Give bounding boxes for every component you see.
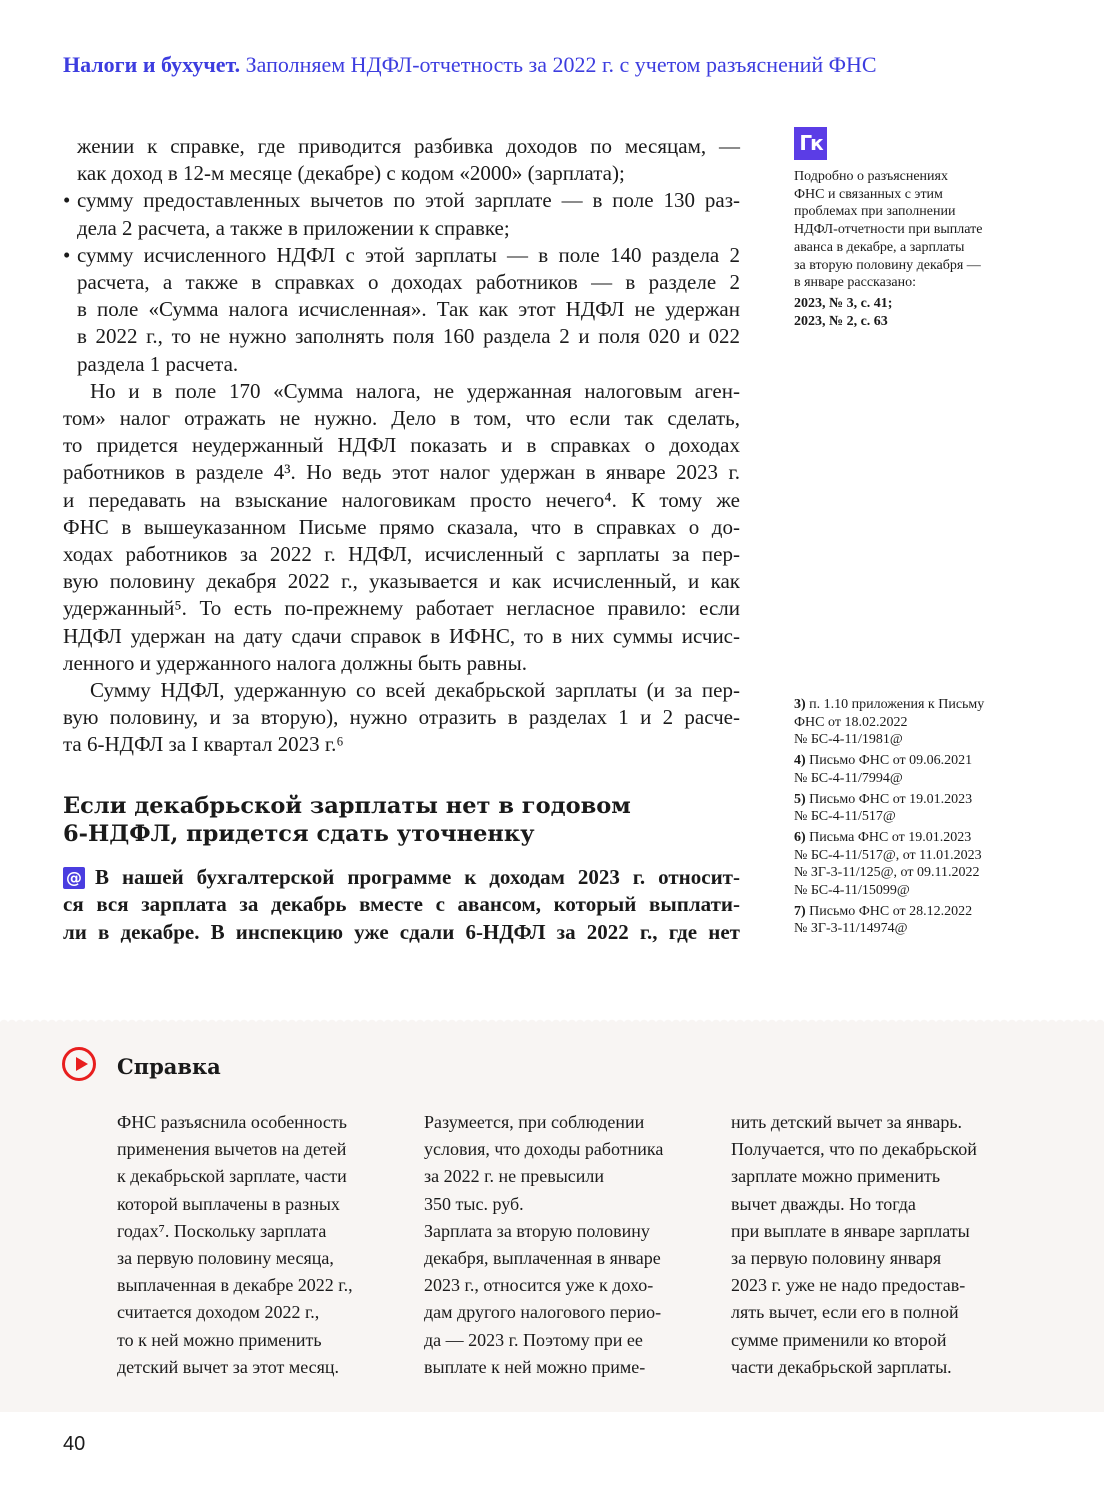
sidebar-line: НДФЛ-отчетности при выплате <box>794 222 983 238</box>
text-line: раздела 1 расчета. <box>77 351 239 376</box>
panel-line: лять вычет, если его в полной <box>731 1302 959 1323</box>
footnote <box>794 696 1024 749</box>
article-title: Заполняем НДФЛ-отчетность за 2022 г. с учетом разъяснений ФНС <box>245 52 877 77</box>
panel-column <box>117 1109 392 1381</box>
footnote <box>794 752 1024 787</box>
footnote-text: № БС-4-11/1981@ <box>794 732 903 748</box>
sidebar-note <box>794 168 1024 330</box>
text-line: в поле «Сумма налога исчисленная». Так как этот НДФЛ не удержан <box>77 297 740 322</box>
panel-line: зарплате можно применить <box>731 1166 941 1187</box>
text-line: та 6-НДФЛ за I квартал 2023 г.⁶ <box>63 732 344 757</box>
play-icon <box>62 1047 96 1081</box>
page-number: 40 <box>63 1433 86 1455</box>
footnote-line <box>794 714 1024 732</box>
footnote-number: 7) <box>794 903 806 919</box>
panel-line: считается доходом 2022 г., <box>117 1302 320 1323</box>
footnote-line <box>794 791 1024 809</box>
sidebar-line: проблемах при заполнении <box>794 204 956 220</box>
text-line: удержанный⁵. То есть по-прежнему работает негласное правило: если <box>63 596 740 621</box>
at-icon: @ <box>63 867 85 889</box>
footnote-text: Письма ФНС от 19.01.2023 <box>809 829 972 845</box>
footnote-line <box>794 864 1024 882</box>
panel-line: вычет дважды. Но тогда <box>731 1193 916 1214</box>
panel-line: к декабрьской зарплате, части <box>117 1166 347 1187</box>
panel-line: применения вычетов на детей <box>117 1139 347 1160</box>
text-line: вую половину, и за вторую), нужно отразить в разделах 1 и 2 расче- <box>63 705 740 730</box>
section-heading <box>63 792 743 848</box>
text-line: вую половину декабря 2022 г., указывается и как исчисленный, и как <box>63 569 740 594</box>
text-line: и передавать на взыскание налоговикам просто нечего⁴. К тому же <box>63 487 740 512</box>
panel-column <box>424 1109 699 1381</box>
paragraph <box>63 677 740 759</box>
footnote-text: № ЗГ-3-11/125@, от 09.11.2022 <box>794 865 980 881</box>
panel-title: Справка <box>117 1054 221 1079</box>
panel-line: то к ней можно применить <box>117 1329 322 1350</box>
footnote-line <box>794 920 1024 938</box>
panel-line: части декабрьской зарплаты. <box>731 1356 952 1377</box>
panel-line: сумме применили ко второй <box>731 1329 947 1350</box>
panel-line: детский вычет за этот месяц. <box>117 1356 340 1377</box>
panel-line: Получается, что по декабрьской <box>731 1139 977 1160</box>
footnote-number: 5) <box>794 791 806 807</box>
footnote-text: № БС-4-11/517@, от 11.01.2023 <box>794 847 982 863</box>
question-line: В нашей бухгалтерской программе к доходам 2023 г. относит- <box>95 865 740 889</box>
text-line: Сумму НДФЛ, удержанную со всей декабрьской зарплаты (и за пер- <box>90 678 740 703</box>
text-line: расчета, а также в справках о доходах работников — в разделе 2 <box>77 270 740 295</box>
panel-line: дам другого налогового перио- <box>424 1302 662 1323</box>
footnote-line <box>794 752 1024 770</box>
text-line: жении к справке, где приводится разбивка доходов по месяцам, — <box>77 134 740 158</box>
issue-reference: 2023, № 2, с. 63 <box>794 313 888 329</box>
footnote <box>794 791 1024 826</box>
panel-line: при выплате в январе зарплаты <box>731 1220 970 1241</box>
text-line: работников в разделе 4³. Но ведь этот налог удержан в январе 2023 г. <box>63 460 740 485</box>
panel-column <box>731 1109 1006 1381</box>
footnote <box>794 829 1024 900</box>
panel-line: за первую половину января <box>731 1248 942 1269</box>
footnote-text: Письмо ФНС от 09.06.2021 <box>809 753 973 769</box>
panel-line: да — 2023 г. Поэтому при ее <box>424 1329 643 1350</box>
heading-line: 6-НДФЛ, придется сдать уточненку <box>63 821 535 847</box>
sidebar-line: аванса в декабре, а зарплаты <box>794 239 965 255</box>
footnote-line <box>794 847 1024 865</box>
panel-line: которой выплачены в разных <box>117 1193 340 1214</box>
panel-line: за первую половину месяца, <box>117 1248 334 1269</box>
footnote-text: ФНС от 18.02.2022 <box>794 714 908 730</box>
heading-line: Если декабрьской зарплаты нет в годовом <box>63 793 631 819</box>
footnote-line <box>794 731 1024 749</box>
footnote-text: п. 1.10 приложения к Письму <box>809 697 985 712</box>
footnote-number: 6) <box>794 829 806 845</box>
issue-references <box>794 295 1024 330</box>
sidebar-line: ФНС и связанных с этим <box>794 186 943 202</box>
paragraph <box>63 133 740 187</box>
footnote-number: 4) <box>794 753 806 769</box>
running-header <box>63 52 877 78</box>
footnote-line <box>794 829 1024 847</box>
text-line: в 2022 г., то не нужно заполнять поля 160 раздела 2 и поля 020 и 022 <box>77 324 740 349</box>
text-line: ФНС в вышеуказанном Письме прямо сказала, что в справках о до- <box>63 514 740 539</box>
panel-line: 350 тыс. руб. <box>424 1193 524 1214</box>
text-line: сумму исчисленного НДФЛ с этой зарплаты — в поле 140 раздела 2 <box>77 242 740 267</box>
panel-line: 2023 г., относится уже к дохо- <box>424 1275 654 1296</box>
sidebar-line: в январе рассказано: <box>794 275 916 291</box>
panel-line: 2023 г. уже не надо предостав- <box>731 1275 966 1296</box>
bullet-marker: • <box>63 188 71 213</box>
panel-line: условия, что доходы работника <box>424 1139 664 1160</box>
footnote-text: № ЗГ-3-11/14974@ <box>794 921 908 937</box>
text-line: то придется неудержанный НДФЛ показать и в справках о доходах <box>63 433 740 458</box>
main-column <box>63 133 740 759</box>
panel-line: выплаченная в декабре 2022 г., <box>117 1275 353 1296</box>
text-line: НДФЛ удержан на дату сдачи справок в ИФНС, то в них суммы исчис- <box>63 623 740 648</box>
footnote-text: Письмо ФНС от 19.01.2023 <box>809 791 973 807</box>
text-line: том» налог отражать не нужно. Дело в том, что если так сделать, <box>63 406 740 431</box>
footnote-line <box>794 882 1024 900</box>
panel-line: выплате к ней можно приме- <box>424 1356 646 1377</box>
issue-reference: 2023, № 3, с. 41; <box>794 295 893 311</box>
panel-line: нить детский вычет за январь. <box>731 1112 963 1132</box>
reader-question <box>63 864 740 946</box>
sidebar-line: Подробно о разъяснениях <box>794 169 948 184</box>
footnote-line <box>794 696 1024 714</box>
magazine-logo: Гк <box>794 127 827 160</box>
text-line: ходах работников за 2022 г. НДФЛ, исчисленный с зарплаты за пер- <box>63 542 740 567</box>
panel-line: декабря, выплаченная в январе <box>424 1248 661 1269</box>
footnote-text: № БС-4-11/15099@ <box>794 883 910 899</box>
footnote-number: 3) <box>794 697 806 712</box>
footnote-line <box>794 903 1024 921</box>
text-line: ленного и удержанного налога должны быть равны. <box>63 650 527 675</box>
bullet-marker: • <box>63 242 71 267</box>
footnote-line <box>794 770 1024 788</box>
section-name: Налоги и бухучет. <box>63 52 241 77</box>
footnote-line <box>794 808 1024 826</box>
text-line: сумму предоставленных вычетов по этой зарплате — в поле 130 раз- <box>77 188 740 213</box>
text-line: дела 2 расчета, а также в приложении к справке; <box>77 215 510 240</box>
sidebar-line: за вторую половину декабря — <box>794 257 981 273</box>
paragraph <box>63 378 740 677</box>
footnote-text: Письмо ФНС от 28.12.2022 <box>809 903 973 919</box>
panel-line: годах⁷. Поскольку зарплата <box>117 1220 327 1241</box>
text-line: Но и в поле 170 «Сумма налога, не удержанная налоговым аген- <box>90 378 740 403</box>
panel-line: Зарплата за вторую половину <box>424 1220 650 1241</box>
footnote-text: № БС-4-11/7994@ <box>794 770 903 786</box>
panel-line: за 2022 г. не превысили <box>424 1166 605 1187</box>
bullet-item <box>63 242 740 378</box>
text-line: как доход в 12-м месяце (декабре) с кодом «2000» (зарплата); <box>77 161 625 186</box>
panel-line: ФНС разъяснила особенность <box>117 1112 347 1132</box>
question-line: ли в декабре. В инспекцию уже сдали 6-НДФЛ за 2022 г., где нет <box>63 919 740 944</box>
footnote <box>794 903 1024 938</box>
question-line: ся вся зарплата за декабрь вместе с авансом, который выплати- <box>63 892 740 917</box>
footnotes <box>794 696 1024 941</box>
footnote-text: № БС-4-11/517@ <box>794 809 896 825</box>
panel-line: Разумеется, при соблюдении <box>424 1112 645 1132</box>
bullet-item <box>63 187 740 241</box>
